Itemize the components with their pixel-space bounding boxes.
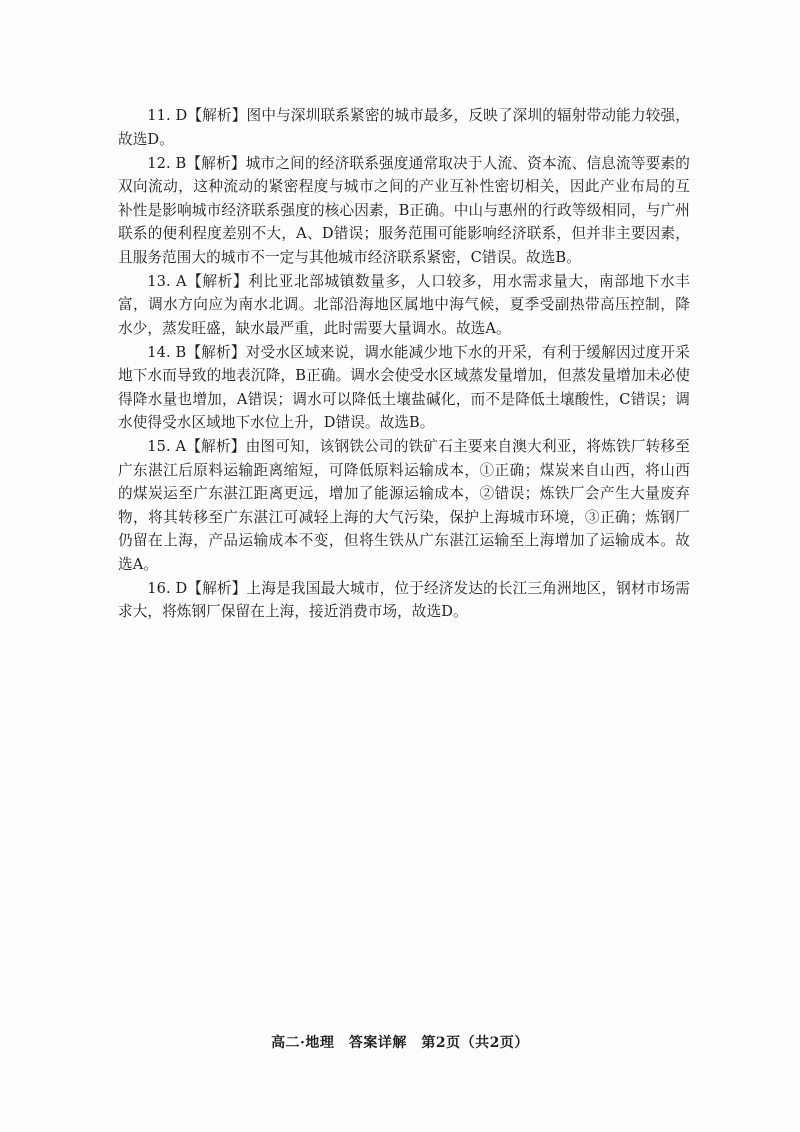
answer-explanations bbox=[118, 104, 690, 624]
page-footer: 高二·地理 答案详解 第2页（共2页） bbox=[271, 1035, 529, 1051]
answer-item-15: 15. A【解析】由图可知，该钢铁公司的铁矿石主要来自澳大利亚，将炼铁厂转移至广东湛江后原料运输距离缩短，可降低原料运输成本，①正确；煤炭来自山西，将山西的煤炭运至广东湛江距离更远，增加了能源运输成本，②错误；炼铁厂会产生大量废弃物，将其转移至广东湛江可减轻上海的大气污染，保护上海城市环境，③正确；炼钢厂仍留在上海，产品运输成本不变，但将生铁从广东湛江运输至上海增加了运输成本。故选A。 bbox=[118, 438, 690, 573]
answer-item-16: 16. D【解析】上海是我国最大城市，位于经济发达的长江三角洲地区，钢材市场需求大，将炼钢厂保留在上海，接近消费市场，故选D。 bbox=[118, 579, 690, 620]
answer-item-11: 11. D【解析】图中与深圳联系紧密的城市最多，反映了深圳的辐射带动能力较强，故选D。 bbox=[118, 107, 690, 148]
answer-item-14: 14. B【解析】对受水区域来说，调水能减少地下水的开采，有利于缓解因过度开采地下水而导致的地表沉降，B正确。调水会使受水区域蒸发量增加，但蒸发量增加未必使得降水量也增加，A错误；调水可以降低土壤盐碱化，而不是降低土壤酸性，C错误；调水使得受水区域地下水位上升，D错误。故选B。 bbox=[118, 343, 690, 431]
answer-item-13: 13. A【解析】利比亚北部城镇数量多，人口较多，用水需求量大，南部地下水丰富，调水方向应为南水北调。北部沿海地区属地中海气候，夏季受副热带高压控制，降水少，蒸发旺盛，缺水最严重，此时需要大量调水。故选A。 bbox=[118, 272, 690, 337]
answer-item-12: 12. B【解析】城市之间的经济联系强度通常取决于人流、资本流、信息流等要素的双向流动，这种流动的紧密程度与城市之间的产业互补性密切相关，因此产业布局的互补性是影响城市经济联系强度的核心因素，B正确。中山与惠州的行政等级相同，与广州联系的便利程度差别不大，A、D错误；服务范围可能影响经济联系，但并非主要因素，且服务范围大的城市不一定与其他城市经济联系紧密，C错误。故选B。 bbox=[118, 154, 690, 266]
